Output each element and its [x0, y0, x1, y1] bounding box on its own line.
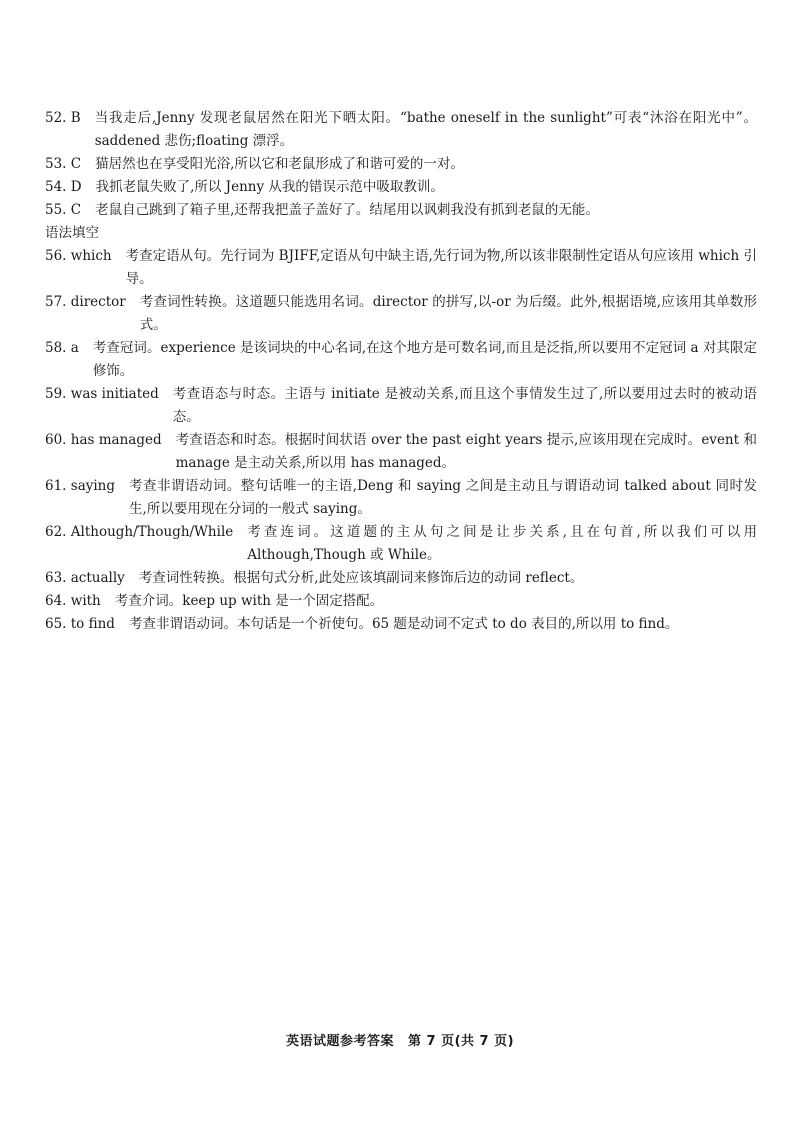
answer-item [45, 521, 757, 567]
answer-label: 57. director [45, 294, 126, 310]
answer-item [45, 199, 757, 222]
answer-item [45, 291, 757, 337]
answer-item [45, 613, 757, 636]
answer-explanation: 考查非谓语动词。整句话唯一的主语,Deng 和 saying 之间是主动且与谓语动词 talked about 同时发生,所以要用现在分词的一般式 saying。 [129, 478, 757, 517]
answer-list [45, 107, 757, 636]
answer-item [45, 567, 757, 590]
answer-explanation: 当我走后,Jenny 发现老鼠居然在阳光下晒太阳。“bathe oneself in the sunlight”可表“沐浴在阳光中”。saddened 悲伤;floating 漂浮。 [94, 110, 757, 149]
answer-item [45, 245, 757, 291]
page-footer [0, 1030, 800, 1049]
answer-explanation: 考查语态和时态。根据时间状语 over the past eight years 提示,应该用现在完成时。event 和 manage 是主动关系,所以用 has managed。 [175, 432, 757, 471]
answer-label: 60. has managed [45, 432, 162, 448]
answer-explanation: 考查词性转换。根据句式分析,此处应该填副词来修饰后边的动词 reflect。 [138, 570, 584, 586]
answer-explanation: 老鼠自己跳到了箱子里,还帮我把盖子盖好了。结尾用以讽刺我没有抓到老鼠的无能。 [95, 202, 599, 218]
answer-label: 58. a [45, 340, 79, 356]
answer-label: 59. was initiated [45, 386, 159, 402]
answer-item [45, 107, 757, 153]
footer-title: 英语试题参考答案 [285, 1034, 394, 1049]
answer-label: 65. to find [45, 616, 115, 632]
answer-item [45, 475, 757, 521]
answer-item [45, 337, 757, 383]
answer-label: 53. C [45, 156, 82, 172]
section-title: 语法填空 [45, 225, 99, 241]
answer-explanation: 考查介词。keep up with 是一个固定搭配。 [114, 593, 384, 609]
answer-explanation: 我抓老鼠失败了,所以 Jenny 从我的错误示范中吸取教训。 [95, 179, 444, 195]
answer-explanation: 考查非谓语动词。本句话是一个祈使句。65 题是动词不定式 to do 表目的,所以用 to find。 [128, 616, 679, 632]
answer-explanation: 考查语态与时态。主语与 initiate 是被动关系,而且这个事情发生过了,所以要用过去时的被动语态。 [172, 386, 757, 425]
answer-label: 61. saying [45, 478, 116, 494]
answer-explanation: 猫居然也在享受阳光浴,所以它和老鼠形成了和谐可爱的一对。 [95, 156, 464, 172]
answer-explanation: 考查定语从句。先行词为 BJIFF,定语从句中缺主语,先行词为物,所以该非限制性定语从句应该用 which 引导。 [125, 248, 757, 287]
answer-item [45, 153, 757, 176]
answer-explanation: 考查词性转换。这道题只能选用名词。director 的拼写,以-or 为后缀。此外,根据语境,应该用其单数形式。 [139, 294, 757, 333]
answer-label: 56. which [45, 248, 112, 264]
answer-label: 54. D [45, 179, 82, 195]
answer-item [45, 429, 757, 475]
answer-item [45, 176, 757, 199]
answer-label: 62. Although/Though/While [45, 524, 234, 540]
answer-item [45, 590, 757, 613]
answer-explanation: 考查冠词。experience 是该词块的中心名词,在这个地方是可数名词,而且是泛指,所以要用不定冠词 a 对其限定修饰。 [92, 340, 757, 379]
answer-label: 63. actually [45, 570, 125, 586]
answer-label: 55. C [45, 202, 82, 218]
answer-label: 64. with [45, 593, 101, 609]
answer-explanation: 考查连词。这道题的主从句之间是让步关系,且在句首,所以我们可以用 Although,Though 或 While。 [247, 524, 757, 563]
footer-page-number: 第 7 页(共 7 页) [407, 1034, 515, 1049]
answer-label: 52. B [45, 110, 81, 126]
answer-item [45, 383, 757, 429]
